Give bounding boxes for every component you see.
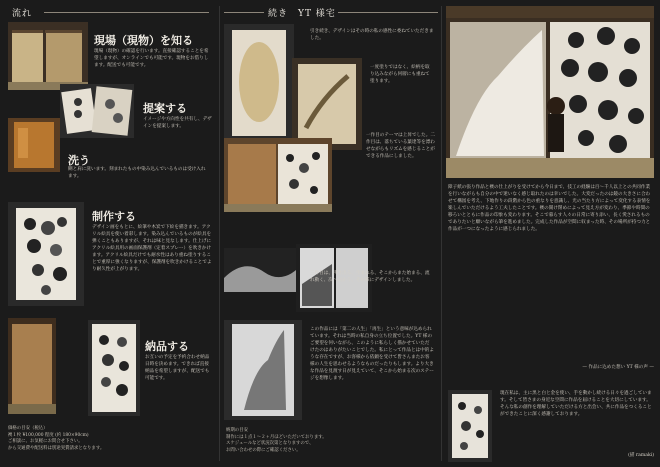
washing-image xyxy=(8,118,60,172)
photo-production xyxy=(8,202,84,306)
schedule-footer xyxy=(226,428,426,454)
step-text-wash: 糊と肩に洗います。刻まれたもの中染み込んでいるものは受け入れます。 xyxy=(68,167,206,179)
price-label: 価格の目安（税込） xyxy=(8,426,48,431)
final-door-image xyxy=(448,390,492,462)
sketch-image xyxy=(60,84,134,138)
price-note-1: ご相談に、お気軽にお問合せ下さい。 xyxy=(8,439,83,444)
step-text-deliver: お互いの予定を予約合わせ納品日時を決めます。できれば直接納品を希望しますが、配送でも可能です。 xyxy=(145,355,210,381)
essay-signature: — 作品に込めた想い YT 様の声 — xyxy=(582,365,654,370)
delivered-door-image xyxy=(88,320,140,416)
flow-heading: 流れ xyxy=(12,9,33,19)
step-text-produce: デザイン画をもとに、絵筆や木炭で下絵を描きます。アクリル絵具を使い着彩します。染み込んでいるものが絵具を弾くこともありますが、それは味と見なします。仕上げにアクリル絵具用の画面保護剤（定着スプレー）を吹きかけます。アクリル絵具だけでも耐水性はあり重ね塗りすることで重厚に強くなりますが、保護剤を吹きかけることでより耐久性が上がります。 xyxy=(92,225,212,272)
yt-brush-image xyxy=(292,58,362,150)
photo-proposal-sketches xyxy=(60,84,134,138)
caption-1: 引き続き、デザインはその時の私の感性に委ねていただきました。 xyxy=(310,29,434,41)
photo-yt-rebirth xyxy=(224,320,302,420)
caption-4: 三作目は、沸き出る、生まれる、そこからまた始まる、流れ動く、次へ向かう、その様にデザインしました。 xyxy=(310,271,430,283)
yt-rebirth-image xyxy=(224,320,302,420)
caption-3: 一作目のテーマは上昇でした。二作目は、落ちている葉達等を漂わせながらもリズムを感じることができる作品にしました。 xyxy=(366,133,435,159)
yt-door-gold-image xyxy=(224,24,294,142)
schedule-line-2: スケジュールなど状況次第となりますので、 xyxy=(226,441,314,446)
photo-final-door xyxy=(448,390,492,462)
schedule-line-1: 制作には１点１〜２ヶ月ほどいただいております。 xyxy=(226,434,327,440)
production-image xyxy=(8,202,84,306)
heading-rule xyxy=(44,12,209,13)
heading-rule-left xyxy=(224,12,264,13)
photo-delivered-door xyxy=(88,320,140,416)
photo-yt-room xyxy=(224,138,332,212)
delivery-room-left-image xyxy=(8,318,56,414)
divider-right xyxy=(441,6,442,461)
photo-existing-room xyxy=(8,22,88,90)
step-title-know: 現場（現物）を知る xyxy=(94,34,193,47)
divider-left xyxy=(219,6,220,461)
price-note-2: から交通費や配送料は別途実費請求となります。 xyxy=(8,445,105,451)
heading-rule-right xyxy=(338,12,438,13)
yt-flow-image xyxy=(224,248,304,292)
step-title-deliver: 納品する xyxy=(145,340,189,353)
step-text-know: 現場（現物）の確認を行います。直接確認することを希望しますが、オンラインでも可能です。現物をお借りします。配送でも可能です。 xyxy=(94,49,209,68)
closing-text: 現在私は、主に黒と白と金を使い、手を動かし続ける日々を過ごしています。そして皆さまの身近な空間に作品を届けることを大切にしています。そんな私の創作を理解していただける方と出会い、共に作品をつくることができたことに深く感謝しております。 xyxy=(500,391,652,417)
step-title-wash: 洗う xyxy=(68,154,90,167)
schedule-line-3: お問い合わせの際にご確認ください。 xyxy=(226,447,301,453)
credit: (描 ramaki) xyxy=(628,453,654,458)
photo-delivery-room xyxy=(8,318,56,414)
photo-yt-flow xyxy=(224,248,304,292)
yt-heading: 続き YT 様宅 xyxy=(268,9,336,19)
step-title-propose: 提案する xyxy=(143,102,187,115)
caption-2: 一度塗りではなく、絵柄を取り込みながら何層にも重ねて塗ります。 xyxy=(370,65,430,84)
price-value: 襖１枚 ¥100,000 程度 (約 180×90cm) xyxy=(8,432,89,438)
essay-text: 障子紙の張り作品と襖の仕上がりを受けてから今日まで、技工の経験は百〜千人以上との共同作業を行いながらも自分の中で迷いなく感じ取れたのは幸いでした。大変だったのは鏡の大きさに合わせて構図を考え、下地作りの段階から色の重なりを意識し、光の当たり方によって変化する表情を楽しんでいただけるよう工夫したことです。襖の開け閉めによって見え方が変わり、季節や時間の移ろいとともに作品の印象も変わります。そこで暮らす人々の日常に寄り添い、長く愛されるものでありたいと願いながら筆を進めました。完成した作品が空間に収まった時、その場所が持つ力と作品が一つになったように感じられました。 xyxy=(448,185,651,232)
photo-hero-room xyxy=(446,6,654,178)
hero-room-image xyxy=(446,6,654,178)
room-image xyxy=(8,22,88,90)
price-footer xyxy=(8,426,218,452)
photo-washing xyxy=(8,118,60,172)
step-text-propose: イメージや方向性を共有し、デザインを提案します。 xyxy=(143,117,212,129)
photo-yt-1 xyxy=(224,24,294,142)
schedule-label: 納期の目安 xyxy=(226,428,248,433)
yt-room-image xyxy=(224,138,332,212)
photo-yt-2 xyxy=(292,58,362,150)
caption-5: この作品には「第二の人生」「再生」という意味が込められています。それは当時の私自身の立ち位置でした。YT 様のご要望を何いながら、このように私らしく描かせていただけたのはありがたいことでした。私にとって作品とは中的ような存在ですが、お客様から依頼を受けて皆さんまたお客様の人生を思わせるようなものだったりもします。より大きな作品を見渡す日が見えていて、そこから始まる次のステージを想像します。 xyxy=(310,327,434,381)
step-title-produce: 制作する xyxy=(92,210,136,223)
